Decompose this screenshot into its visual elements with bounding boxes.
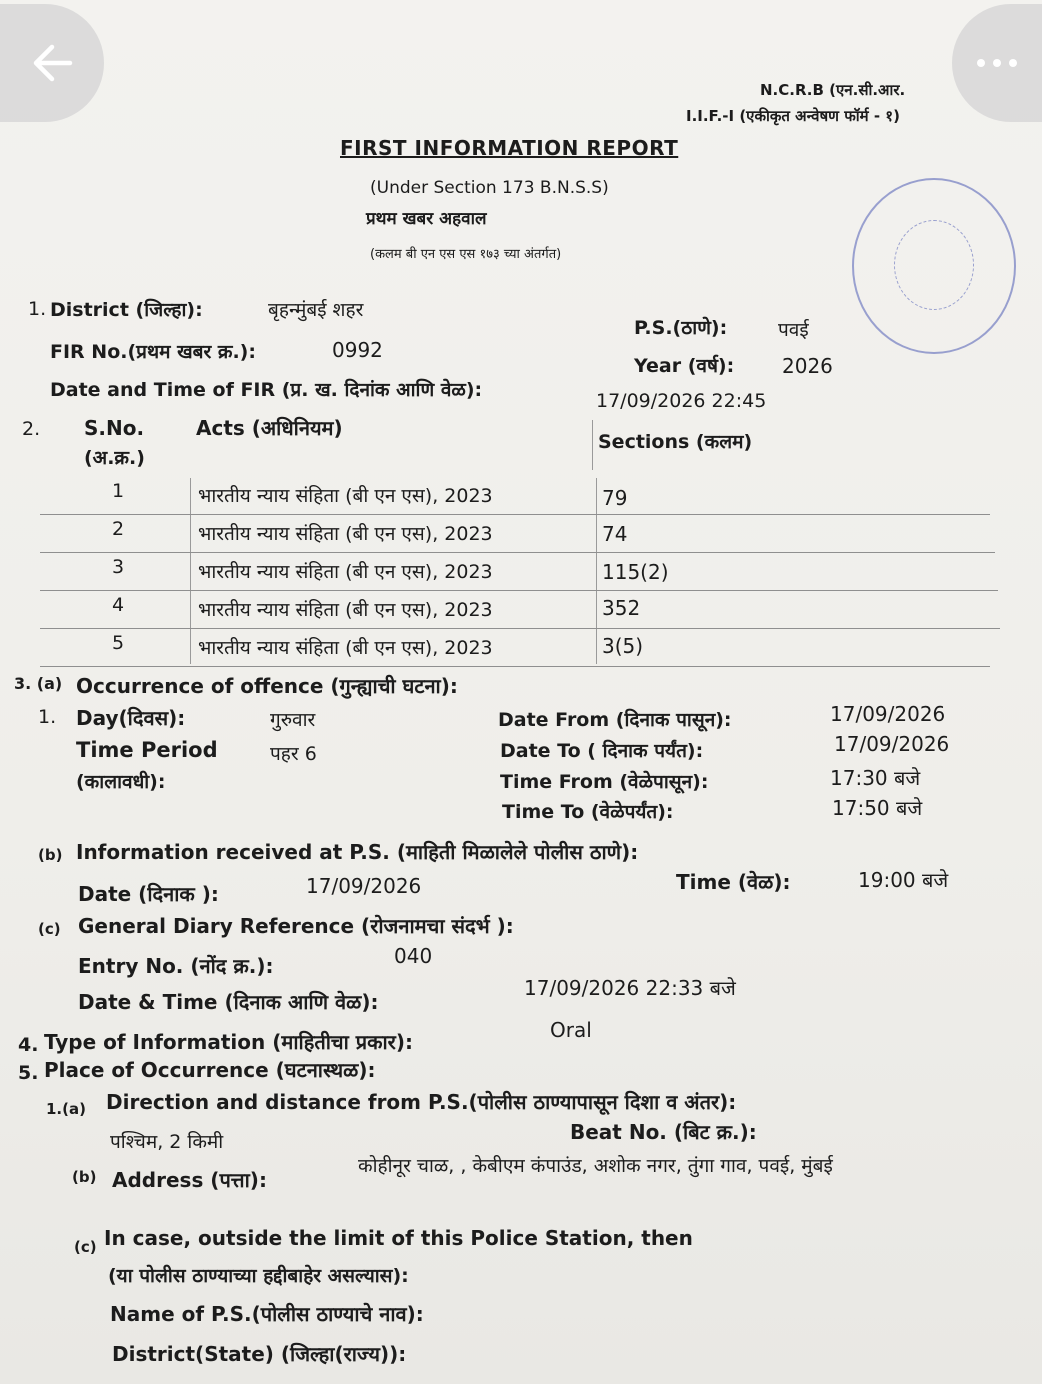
date-from-value: 17/09/2026: [830, 702, 946, 726]
more-dots-icon: [973, 56, 1021, 70]
section-5a-number: 1.(a): [46, 1100, 86, 1118]
outside-limit-label: In case, outside the limit of this Police Station, then: [104, 1226, 693, 1250]
time-period-value: पहर 6: [270, 743, 317, 765]
table-row-line: [40, 590, 998, 591]
day-value: गुरुवार: [270, 709, 316, 731]
address-value: कोहीनूर चाळ, , केबीएम कंपाउंड, अशोक नगर, तुंगा गाव, पवई, मुंबई: [358, 1155, 833, 1177]
district-label: District (जिल्हा):: [50, 299, 203, 321]
ncrb-code: N.C.R.B (एन.सी.आर.: [760, 81, 906, 99]
row-sno: 5: [112, 632, 125, 654]
info-received-label: Information received at P.S. (माहिती मिळालेले पोलीस ठाणे):: [76, 840, 639, 864]
time-from-value: 17:30 बजे: [830, 766, 921, 790]
beat-no-label: Beat No. (बिट क्र.):: [570, 1120, 757, 1144]
info-time-value: 19:00 बजे: [858, 868, 949, 892]
time-from-label: Time From (वेळेपासून):: [500, 771, 709, 793]
gd-date-time-value: 17/09/2026 22:33 बजे: [524, 976, 736, 1000]
ps-name-label: Name of P.S.(पोलीस ठाण्याचे नाव):: [110, 1302, 424, 1326]
entry-no-value: 040: [394, 944, 433, 968]
info-type-label: Type of Information (माहितीचा प्रकार):: [44, 1030, 413, 1054]
ps-label: P.S.(ठाणे):: [634, 317, 728, 339]
date-from-label: Date From (दिनाक पासून):: [498, 709, 732, 731]
table-row-line: [40, 552, 995, 553]
col-sections-header: Sections (कलम): [598, 431, 753, 453]
year-label: Year (वर्ष):: [634, 355, 735, 377]
row-section: 352: [602, 596, 641, 620]
fir-date-time-value: 17/09/2026 22:45: [596, 390, 767, 412]
section-3-number: 3. (a): [14, 674, 63, 693]
entry-no-label: Entry No. (नोंद क्र.):: [78, 954, 274, 978]
back-button[interactable]: [0, 4, 104, 122]
district-value: बृहन्मुंबई शहर: [268, 299, 364, 321]
col-sno-header: S.No.: [84, 416, 145, 440]
table-row-line: [40, 514, 990, 515]
info-date-value: 17/09/2026: [306, 874, 422, 898]
section-3c-number: (c): [38, 920, 61, 938]
date-to-value: 17/09/2026: [834, 732, 950, 756]
more-options-button[interactable]: [952, 4, 1042, 122]
table-header-divider: [592, 420, 593, 470]
time-period-label: Time Period: [76, 738, 218, 762]
iif-code: I.I.F.-I (एकीकृत अन्वेषण फॉर्म - १): [686, 107, 900, 125]
gd-reference-label: General Diary Reference (रोजनामचा संदर्भ ):: [78, 914, 514, 938]
date-to-label: Date To ( दिनाक पर्यंत):: [500, 740, 704, 762]
table-col-divider-2: [596, 478, 597, 664]
place-of-occurrence-label: Place of Occurrence (घटनास्थळ):: [44, 1058, 376, 1082]
outside-limit-label-mr: (या पोलीस ठाण्याच्या हद्दीबाहेर असल्यास):: [108, 1265, 409, 1287]
fir-date-time-label: Date and Time of FIR (प्र. ख. दिनांक आणि वेळ):: [50, 379, 483, 401]
table-col-divider-1: [190, 478, 191, 664]
section-5c-number: (c): [74, 1238, 97, 1256]
row-section: 115(2): [602, 560, 669, 584]
marathi-title: प्रथम खबर अहवाल: [366, 209, 487, 229]
time-to-value: 17:50 बजे: [832, 796, 923, 820]
occurrence-heading: Occurrence of offence (गुन्ह्याची घटना):: [76, 674, 458, 698]
back-arrow-icon: [30, 43, 74, 83]
direction-distance-value: पश्चिम, 2 किमी: [110, 1131, 224, 1153]
under-section: (Under Section 173 B.N.S.S): [370, 178, 609, 198]
col-sno-header-mr: (अ.क्र.): [84, 447, 145, 469]
row-act: भारतीय न्याय संहिता (बी एन एस), 2023: [198, 637, 493, 659]
row-section: 74: [602, 522, 628, 546]
row-act: भारतीय न्याय संहिता (बी एन एस), 2023: [198, 523, 493, 545]
fir-no-value: 0992: [332, 338, 383, 362]
gd-date-time-label: Date & Time (दिनाक आणि वेळ):: [78, 990, 379, 1014]
row-act: भारतीय न्याय संहिता (बी एन एस), 2023: [198, 599, 493, 621]
fir-no-label: FIR No.(प्रथम खबर क्र.):: [50, 341, 256, 363]
time-period-label-mr: (कालावधी):: [76, 771, 166, 793]
report-title: FIRST INFORMATION REPORT: [340, 136, 679, 160]
police-stamp-seal: [852, 178, 1016, 354]
table-row-line: [40, 628, 1000, 629]
section-2-number: 2.: [22, 418, 41, 440]
row-sno: 3: [112, 556, 125, 578]
marathi-section: (कलम बी एन एस एस १७३ च्या अंतर्गत): [370, 247, 562, 262]
row-section: 79: [602, 486, 628, 510]
section-1-number: 1.: [28, 298, 47, 320]
ps-value: पवई: [778, 319, 809, 341]
row-act: भारतीय न्याय संहिता (बी एन एस), 2023: [198, 561, 493, 583]
row-sno: 1: [112, 480, 125, 502]
info-type-value: Oral: [550, 1018, 592, 1042]
info-time-label: Time (वेळ):: [676, 870, 791, 894]
direction-distance-label: Direction and distance from P.S.(पोलीस ठाण्यापासून दिशा व अंतर):: [106, 1090, 737, 1114]
occurrence-item-number: 1.: [38, 706, 57, 728]
table-row-line: [40, 666, 990, 667]
year-value: 2026: [782, 354, 833, 378]
address-label: Address (पत्ता):: [112, 1168, 267, 1192]
time-to-label: Time To (वेळेपर्यंत):: [502, 801, 674, 823]
info-date-label: Date (दिनाक ):: [78, 882, 219, 906]
col-acts-header: Acts (अधिनियम): [196, 416, 343, 440]
district-state-label: District(State) (जिल्हा(राज्य)):: [112, 1342, 407, 1366]
row-section: 3(5): [602, 634, 644, 658]
section-4-number: 4.: [18, 1034, 39, 1056]
row-act: भारतीय न्याय संहिता (बी एन एस), 2023: [198, 485, 493, 507]
row-sno: 4: [112, 594, 125, 616]
section-5-number: 5.: [18, 1062, 39, 1084]
section-3b-number: (b): [38, 846, 63, 864]
section-5b-number: (b): [72, 1168, 97, 1186]
stamp-emblem: [894, 220, 974, 310]
day-label: Day(दिवस):: [76, 706, 186, 730]
row-sno: 2: [112, 518, 125, 540]
